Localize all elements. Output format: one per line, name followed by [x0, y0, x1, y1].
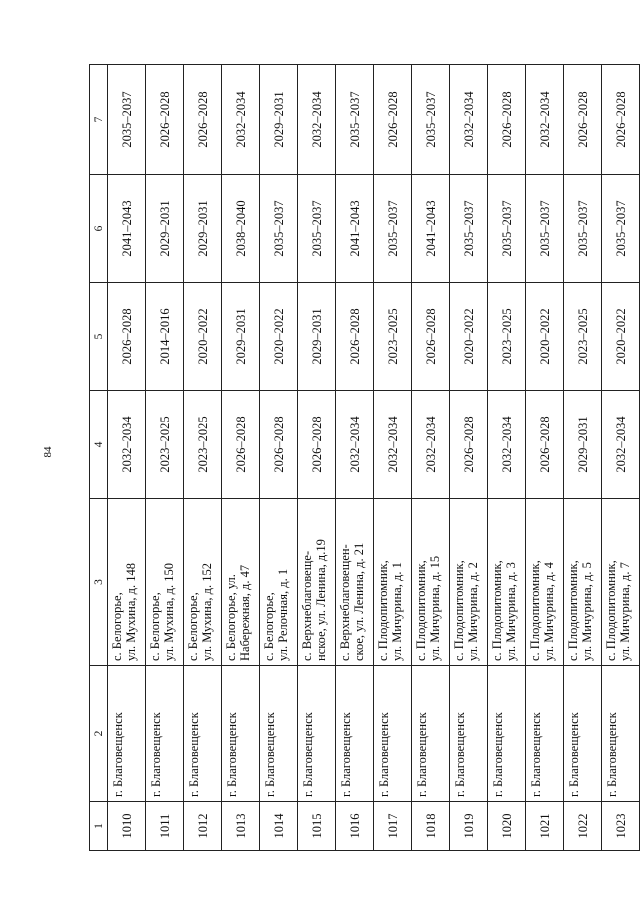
- row-number: 1023: [602, 802, 640, 851]
- address-line-2: ул. Мичурина, д. 4: [542, 562, 556, 661]
- row-number: 1020: [488, 802, 526, 851]
- address-line-1: с. Белогорье,: [186, 592, 200, 661]
- table-row: [260, 65, 298, 851]
- period-col-7: 2026–2028: [146, 65, 184, 175]
- row-number: 1015: [298, 802, 336, 851]
- address-cell: [108, 499, 146, 666]
- address-line-1: с. Плодопитомник,: [414, 560, 428, 661]
- period-col-5: 2026–2028: [412, 283, 450, 391]
- period-col-7: 2026–2028: [602, 65, 640, 175]
- period-col-7: 2035–2037: [336, 65, 374, 175]
- address-line-2: ул. Мичурина, д. 1: [390, 562, 404, 661]
- period-col-5: 2020–2022: [450, 283, 488, 391]
- address-cell: [184, 499, 222, 666]
- address-line-1: с. Белогорье,: [148, 592, 162, 661]
- address-line-1: с. Верхнеблаговещен-: [338, 544, 352, 661]
- period-col-4: 2026–2028: [260, 391, 298, 499]
- period-col-4: 2023–2025: [184, 391, 222, 499]
- address-line-2: ул. Релочная, д. 1: [276, 568, 290, 661]
- table-row: [564, 65, 602, 851]
- address-line-1: с. Плодопитомник,: [566, 560, 580, 661]
- address-line-1: с. Плодопитомник,: [376, 560, 390, 661]
- period-col-5: 2029–2031: [298, 283, 336, 391]
- period-col-6: 2041–2043: [412, 175, 450, 283]
- table-row: [450, 65, 488, 851]
- address-line-1: с. Плодопитомник,: [490, 560, 504, 661]
- row-number: 1022: [564, 802, 602, 851]
- row-number: 1011: [146, 802, 184, 851]
- period-col-4: 2032–2034: [488, 391, 526, 499]
- column-header: 1: [90, 802, 108, 851]
- rotated-table-container: [89, 65, 632, 851]
- column-header: 3: [90, 499, 108, 666]
- table-row: [336, 65, 374, 851]
- column-header: 5: [90, 283, 108, 391]
- address-cell: [374, 499, 412, 666]
- address-cell: [602, 499, 640, 666]
- period-col-7: 2032–2034: [222, 65, 260, 175]
- period-col-5: 2014–2016: [146, 283, 184, 391]
- city-cell: г. Благовещенск: [146, 666, 184, 802]
- address-cell: [222, 499, 260, 666]
- table-row: [526, 65, 564, 851]
- table-row: [374, 65, 412, 851]
- period-col-6: 2041–2043: [108, 175, 146, 283]
- period-col-4: 2032–2034: [374, 391, 412, 499]
- period-col-5: 2023–2025: [374, 283, 412, 391]
- city-cell: г. Благовещенск: [108, 666, 146, 802]
- period-col-4: 2026–2028: [526, 391, 564, 499]
- column-number-header-row: [90, 65, 108, 851]
- period-col-4: 2026–2028: [450, 391, 488, 499]
- address-line-2: ул. Мичурина, д. 5: [580, 562, 594, 661]
- period-col-5: 2026–2028: [336, 283, 374, 391]
- period-col-5: 2020–2022: [526, 283, 564, 391]
- period-col-7: 2026–2028: [374, 65, 412, 175]
- address-cell: [564, 499, 602, 666]
- period-col-5: 2029–2031: [222, 283, 260, 391]
- address-line-1: с. Белогорье,: [262, 592, 276, 661]
- address-line-1: с. Белогорье,: [110, 592, 124, 661]
- period-col-7: 2035–2037: [412, 65, 450, 175]
- period-col-7: 2026–2028: [488, 65, 526, 175]
- row-number: 1016: [336, 802, 374, 851]
- address-line-2: ул. Мичурина, д. 2: [466, 562, 480, 661]
- period-col-5: 2020–2022: [602, 283, 640, 391]
- period-col-4: 2026–2028: [298, 391, 336, 499]
- period-col-4: 2029–2031: [564, 391, 602, 499]
- table-row: [146, 65, 184, 851]
- city-cell: г. Благовещенск: [450, 666, 488, 802]
- city-cell: г. Благовещенск: [374, 666, 412, 802]
- period-col-7: 2032–2034: [298, 65, 336, 175]
- address-line-2: ул. Мичурина, д. 15: [428, 555, 442, 661]
- period-col-7: 2032–2034: [526, 65, 564, 175]
- period-col-4: 2032–2034: [602, 391, 640, 499]
- address-line-1: с. Плодопитомник,: [604, 560, 618, 661]
- data-table: [89, 64, 640, 851]
- address-line-2: ул. Мухина, д. 148: [124, 562, 138, 661]
- period-col-6: 2035–2037: [564, 175, 602, 283]
- period-col-6: 2029–2031: [184, 175, 222, 283]
- period-col-6: 2035–2037: [602, 175, 640, 283]
- address-line-1: с. Верхнеблаговеще-: [300, 550, 314, 661]
- row-number: 1017: [374, 802, 412, 851]
- address-cell: [488, 499, 526, 666]
- address-cell: [336, 499, 374, 666]
- address-line-2: ул. Мухина, д. 152: [200, 562, 214, 661]
- period-col-5: 2023–2025: [488, 283, 526, 391]
- period-col-7: 2026–2028: [564, 65, 602, 175]
- period-col-6: 2041–2043: [336, 175, 374, 283]
- address-line-2: ул. Мухина, д. 150: [162, 562, 176, 661]
- row-number: 1013: [222, 802, 260, 851]
- period-col-6: 2035–2037: [526, 175, 564, 283]
- address-cell: [298, 499, 336, 666]
- row-number: 1010: [108, 802, 146, 851]
- address-line-1: с. Плодопитомник,: [528, 560, 542, 661]
- period-col-6: 2035–2037: [488, 175, 526, 283]
- column-header: 6: [90, 175, 108, 283]
- address-cell: [526, 499, 564, 666]
- period-col-6: 2035–2037: [450, 175, 488, 283]
- city-cell: г. Благовещенск: [260, 666, 298, 802]
- city-cell: г. Благовещенск: [526, 666, 564, 802]
- table-row: [412, 65, 450, 851]
- address-line-2: ул. Мичурина, д. 3: [504, 562, 518, 661]
- table-row: [488, 65, 526, 851]
- address-line-1: с. Белогорье, ул.: [224, 574, 238, 661]
- city-cell: г. Благовещенск: [222, 666, 260, 802]
- period-col-7: 2026–2028: [184, 65, 222, 175]
- city-cell: г. Благовещенск: [184, 666, 222, 802]
- address-line-2: нское, ул. Ленина, д.19: [314, 539, 328, 661]
- table-row: [298, 65, 336, 851]
- period-col-4: 2032–2034: [412, 391, 450, 499]
- period-col-6: 2035–2037: [298, 175, 336, 283]
- period-col-5: 2023–2025: [564, 283, 602, 391]
- period-col-5: 2020–2022: [260, 283, 298, 391]
- period-col-7: 2035–2037: [108, 65, 146, 175]
- address-line-2: Набережная, д. 47: [238, 564, 252, 661]
- period-col-4: 2032–2034: [108, 391, 146, 499]
- period-col-5: 2026–2028: [108, 283, 146, 391]
- address-line-2: ское, ул. Ленина, д. 21: [352, 542, 366, 661]
- city-cell: г. Благовещенск: [602, 666, 640, 802]
- address-line-1: с. Плодопитомник,: [452, 560, 466, 661]
- city-cell: г. Благовещенск: [488, 666, 526, 802]
- address-cell: [412, 499, 450, 666]
- table-row: [222, 65, 260, 851]
- period-col-7: 2029–2031: [260, 65, 298, 175]
- period-col-6: 2038–2040: [222, 175, 260, 283]
- period-col-4: 2032–2034: [336, 391, 374, 499]
- row-number: 1019: [450, 802, 488, 851]
- period-col-6: 2035–2037: [260, 175, 298, 283]
- address-cell: [146, 499, 184, 666]
- table-row: [184, 65, 222, 851]
- column-header: 7: [90, 65, 108, 175]
- address-cell: [450, 499, 488, 666]
- row-number: 1021: [526, 802, 564, 851]
- period-col-6: 2029–2031: [146, 175, 184, 283]
- column-header: 2: [90, 666, 108, 802]
- period-col-7: 2032–2034: [450, 65, 488, 175]
- table-row: [108, 65, 146, 851]
- page-number: 84: [42, 446, 54, 458]
- column-header: 4: [90, 391, 108, 499]
- address-cell: [260, 499, 298, 666]
- city-cell: г. Благовещенск: [298, 666, 336, 802]
- row-number: 1018: [412, 802, 450, 851]
- table-row: [602, 65, 640, 851]
- period-col-4: 2023–2025: [146, 391, 184, 499]
- period-col-5: 2020–2022: [184, 283, 222, 391]
- city-cell: г. Благовещенск: [412, 666, 450, 802]
- city-cell: г. Благовещенск: [564, 666, 602, 802]
- row-number: 1014: [260, 802, 298, 851]
- address-line-2: ул. Мичурина, д. 7: [618, 562, 632, 661]
- city-cell: г. Благовещенск: [336, 666, 374, 802]
- period-col-6: 2035–2037: [374, 175, 412, 283]
- period-col-4: 2026–2028: [222, 391, 260, 499]
- row-number: 1012: [184, 802, 222, 851]
